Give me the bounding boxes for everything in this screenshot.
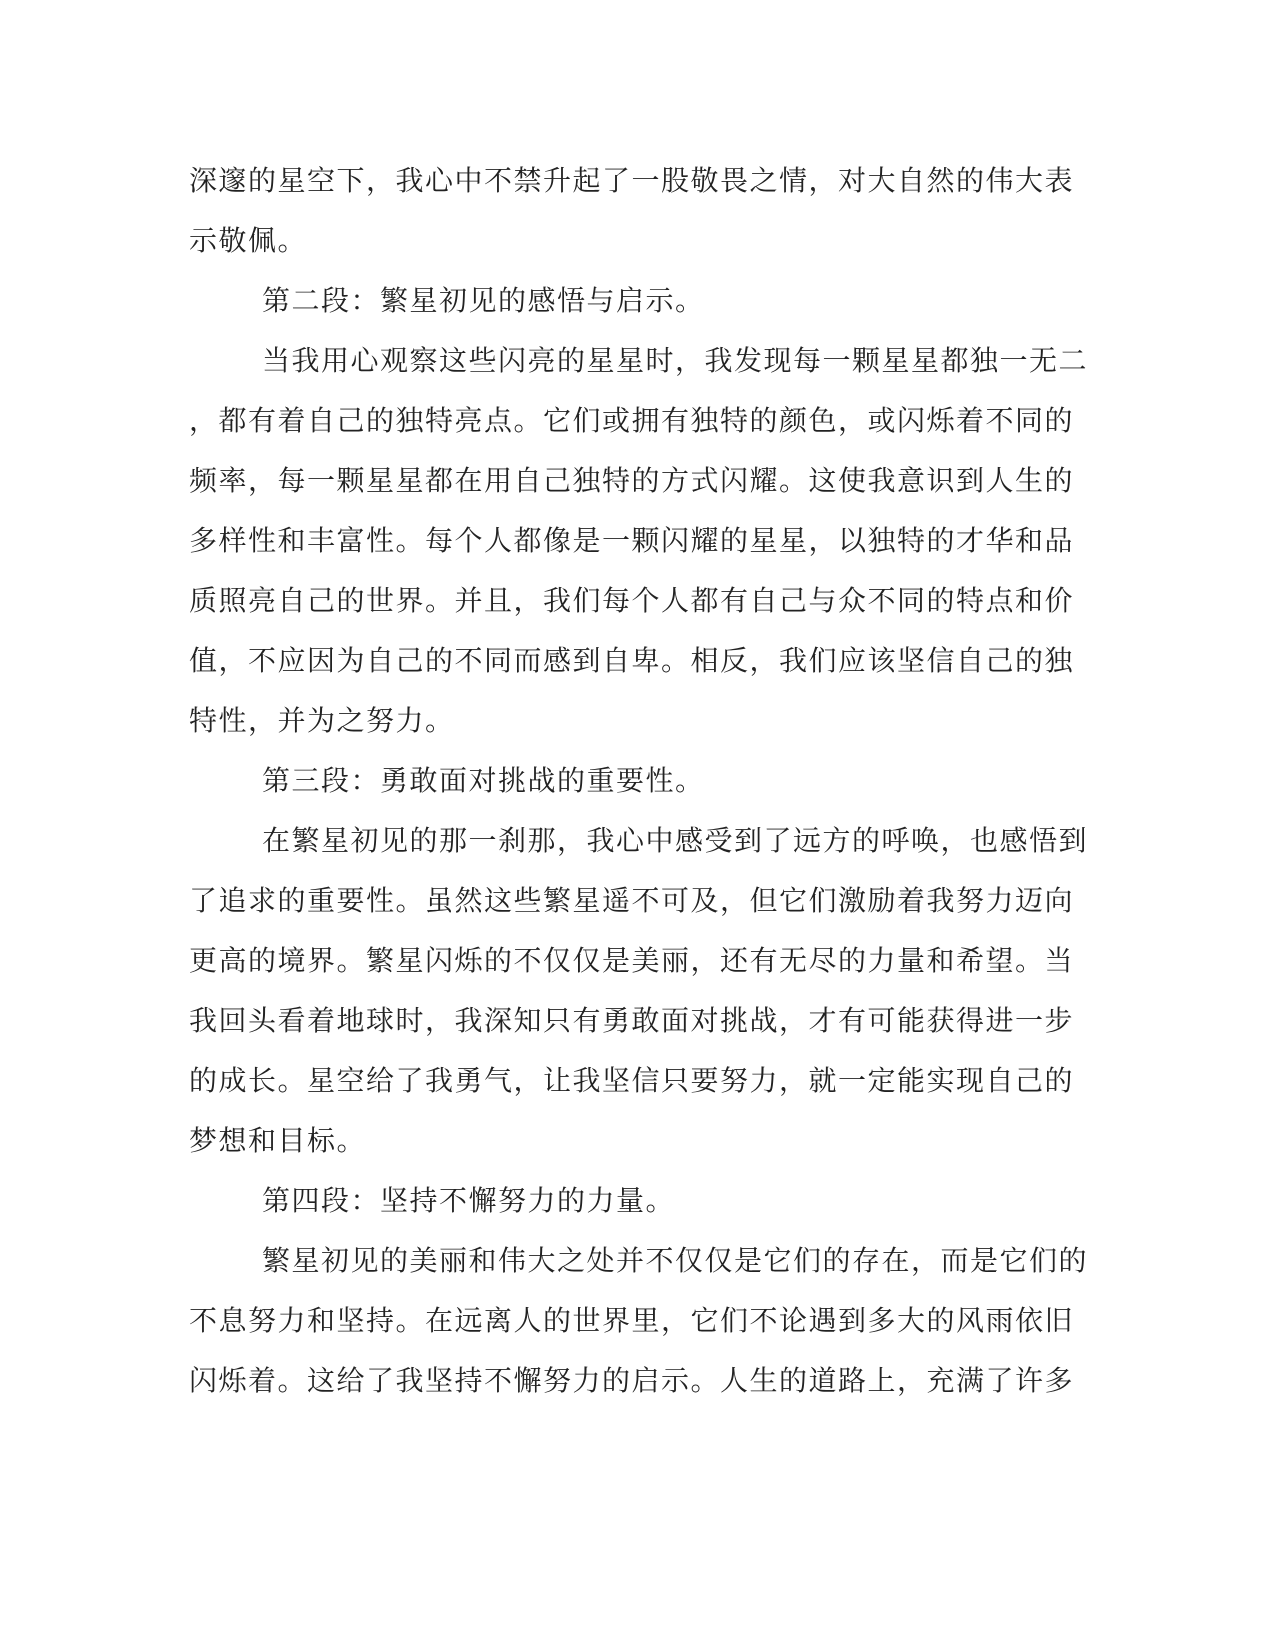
text-line: 值，不应因为自己的不同而感到自卑。相反，我们应该坚信自己的独 xyxy=(189,644,1075,677)
section-heading: 第三段：勇敢面对挑战的重要性。 xyxy=(262,764,705,797)
text-line: 的成长。星空给了我勇气，让我坚信只要努力，就一定能实现自己的 xyxy=(189,1064,1075,1097)
text-line: 梦想和目标。 xyxy=(189,1124,367,1157)
text-line: 了追求的重要性。虽然这些繁星遥不可及，但它们激励着我努力迈向 xyxy=(189,884,1075,917)
section-heading: 第二段：繁星初见的感悟与启示。 xyxy=(262,284,705,317)
text-line: 示敬佩。 xyxy=(189,224,308,257)
text-line: 深邃的星空下，我心中不禁升起了一股敬畏之情，对大自然的伟大表 xyxy=(189,164,1075,197)
text-line: 在繁星初见的那一刹那，我心中感受到了远方的呼唤，也感悟到 xyxy=(262,824,1089,857)
text-line: 繁星初见的美丽和伟大之处并不仅仅是它们的存在，而是它们的 xyxy=(262,1244,1089,1277)
text-line: 不息努力和坚持。在远离人的世界里，它们不论遇到多大的风雨依旧 xyxy=(189,1304,1075,1337)
text-line: 闪烁着。这给了我坚持不懈努力的启示。人生的道路上，充满了许多 xyxy=(189,1364,1075,1397)
text-line: 我回头看着地球时，我深知只有勇敢面对挑战，才有可能获得进一步 xyxy=(189,1004,1075,1037)
text-line: 质照亮自己的世界。并且，我们每个人都有自己与众不同的特点和价 xyxy=(189,584,1075,617)
text-line: ，都有着自己的独特亮点。它们或拥有独特的颜色，或闪烁着不同的 xyxy=(189,404,1075,437)
text-line: 频率，每一颗星星都在用自己独特的方式闪耀。这使我意识到人生的 xyxy=(189,464,1075,497)
section-heading: 第四段：坚持不懈努力的力量。 xyxy=(262,1184,676,1217)
text-line: 更高的境界。繁星闪烁的不仅仅是美丽，还有无尽的力量和希望。当 xyxy=(189,944,1075,977)
text-line: 当我用心观察这些闪亮的星星时，我发现每一颗星星都独一无二 xyxy=(262,344,1089,377)
text-line: 多样性和丰富性。每个人都像是一颗闪耀的星星，以独特的才华和品 xyxy=(189,524,1075,557)
text-line: 特性，并为之努力。 xyxy=(189,704,455,737)
